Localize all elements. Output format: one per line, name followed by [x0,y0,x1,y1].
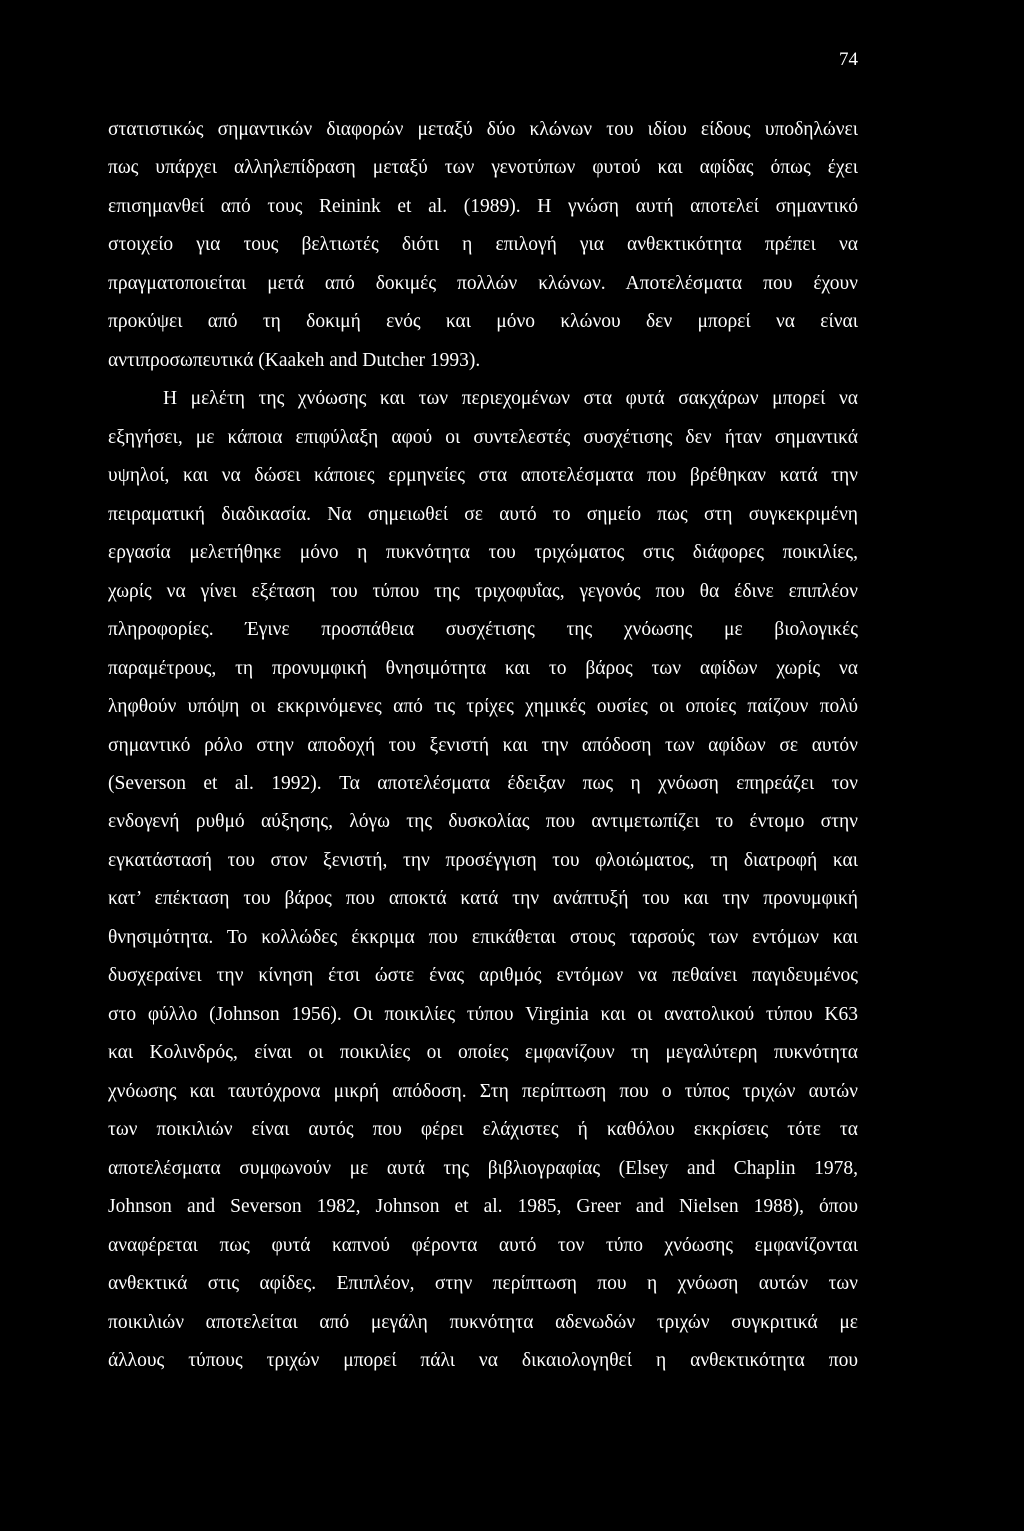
text-line: ληφθούν υπόψη οι εκκρινόμενες από τις τρίχες χημικές ουσίες οι οποίες παίζουν πολύ [108,696,858,718]
text-line: παραμέτρους, τη προνυμφική θνησιμότητα και το βάρος των αφίδων χωρίς να [108,657,858,679]
paragraph [108,111,858,380]
text-line: κατ’ επέκταση του βάρος που αποκτά κατά την ανάπτυξή του και την προνυμφική [108,888,858,910]
text-line: υψηλοί, και να δώσει κάποιες ερμηνείες στα αποτελέσματα που βρέθηκαν κατά την [108,465,858,487]
text-line: (Severson et al. 1992). Τα αποτελέσματα έδειξαν πως η χνόωση επηρεάζει τον [108,772,858,794]
text-line: και Κολινδρός, είναι οι ποικιλίες οι οποίες εμφανίζουν τη μεγαλύτερη πυκνότητα [108,1042,858,1064]
text-line: ποικιλιών αποτελείται από μεγάλη πυκνότητα αδενωδών τριχών συγκριτικά με [108,1311,858,1333]
paragraph [108,380,858,1380]
text-line: ενδογενή ρυθμό αύξησης, λόγω της δυσκολίας που αντιμετωπίζει το έντομο στην [108,811,858,833]
text-line: προκύψει από τη δοκιμή ενός και μόνο κλώνου δεν μπορεί να είναι [108,311,858,333]
body-text [108,111,858,1380]
text-line: Johnson and Severson 1982, Johnson et al. 1985, Greer and Nielsen 1988), όπου [108,1196,858,1218]
text-line: θνησιμότητα. Το κολλώδες έκκριμα που επικάθεται στους ταρσούς των εντόμων και [108,926,858,948]
text-line: αντιπροσωπευτικά (Kaakeh and Dutcher 1993). [108,349,481,371]
text-line: εργασία μελετήθηκε μόνο η πυκνότητα του τριχώματος στις διάφορες ποικιλίες, [108,542,858,564]
text-line: στατιστικώς σημαντικών διαφορών μεταξύ δύο κλώνων του ιδίου είδους υποδηλώνει [108,119,858,140]
text-line: πραγματοποιείται μετά από δοκιμές πολλών κλώνων. Αποτελέσματα που έχουν [108,272,858,294]
text-line: εγκατάστασή του στον ξενιστή, την προσέγγιση του φλοιώματος, τη διατροφή και [108,849,858,871]
text-line: πως υπάρχει αλληλεπίδραση μεταξύ των γενοτύπων φυτού και αφίδας όπως έχει [108,157,858,179]
text-line: άλλους τύπους τριχών μπορεί πάλι να δικαιολογηθεί η ανθεκτικότητα που [108,1350,858,1371]
text-line: αναφέρεται πως φυτά καπνού φέροντα αυτό τον τύπο χνόωσης εμφανίζονται [108,1234,858,1256]
text-line: χωρίς να γίνει εξέταση του τύπου της τριχοφυΐας, γεγονός που θα έδινε επιπλέον [108,580,858,602]
text-line: στο φύλλο (Johnson 1956). Οι ποικιλίες τύπου Virginia και οι ανατολικού τύπου Κ63 [108,1003,858,1025]
text-line: στοιχείο για τους βελτιωτές διότι η επιλογή για ανθεκτικότητα πρέπει να [108,234,858,256]
text-line: χνόωσης και ταυτόχρονα μικρή απόδοση. Στη περίπτωση που ο τύπος τριχών αυτών [108,1080,858,1102]
text-line: εξηγήσει, με κάποια επιφύλαξη αφού οι συντελεστές συσχέτισης δεν ήταν σημαντικά [108,426,858,448]
text-line: πειραματική διαδικασία. Να σημειωθεί σε αυτό το σημείο πως στη συγκεκριμένη [108,503,858,525]
text-line: σημαντικό ρόλο στην αποδοχή του ξενιστή και την απόδοση των αφίδων σε αυτόν [108,734,858,756]
text-line: των ποικιλιών είναι αυτός που φέρει ελάχιστες ή καθόλου εκκρίσεις τότε τα [108,1119,858,1141]
text-line: δυσχεραίνει την κίνηση έτσι ώστε ένας αριθμός εντόμων να πεθαίνει παγιδευμένος [108,965,858,987]
text-line: πληροφορίες. Έγινε προσπάθεια συσχέτισης της χνόωσης με βιολογικές [108,619,858,641]
text-line: επισημανθεί από τους Reinink et al. (1989). Η γνώση αυτή αποτελεί σημαντικό [108,195,858,217]
page-number: 74 [839,49,858,70]
text-line: Η μελέτη της χνόωσης και των περιεχομένων στα φυτά σακχάρων μπορεί να [163,388,858,410]
text-line: ανθεκτικά στις αφίδες. Επιπλέον, στην περίπτωση που η χνόωση αυτών των [108,1273,858,1295]
text-line: αποτελέσματα συμφωνούν με αυτά της βιβλιογραφίας (Elsey and Chaplin 1978, [108,1157,858,1179]
